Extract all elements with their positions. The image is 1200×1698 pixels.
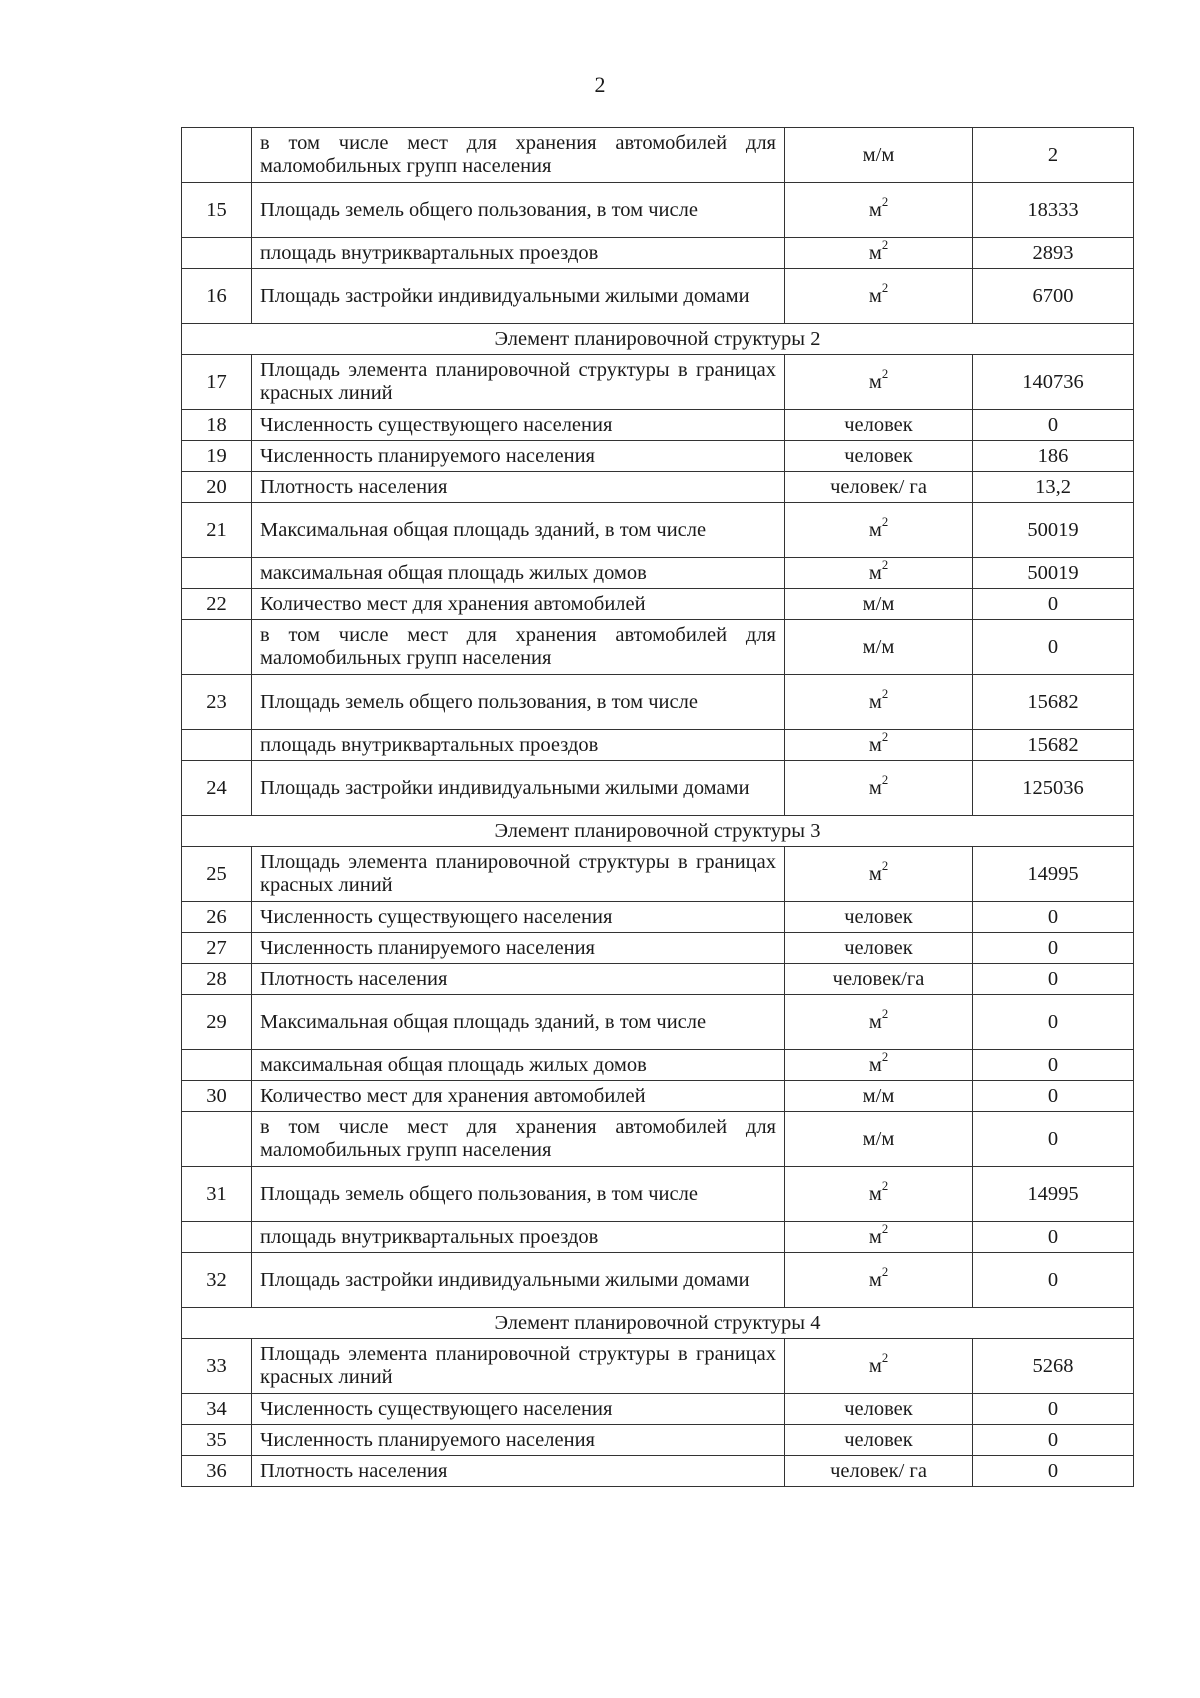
indicator-name: максимальная общая площадь жилых домов [252, 1050, 785, 1081]
indicator-value: 2 [973, 128, 1134, 183]
unit-cell [785, 1425, 973, 1456]
indicator-value: 6700 [973, 269, 1134, 324]
unit-superscript: 2 [881, 687, 889, 702]
unit-text: человек [844, 444, 913, 467]
unit-superscript: 2 [881, 859, 889, 874]
row-number: 22 [182, 589, 252, 620]
indicator-value: 0 [973, 1081, 1134, 1112]
unit-text: человек [844, 905, 913, 928]
unit-text: человек [844, 1397, 913, 1420]
table-row [182, 620, 1134, 675]
table-row [182, 1253, 1134, 1308]
unit-text: м/м [862, 635, 895, 658]
unit-superscript: 2 [881, 1007, 889, 1022]
indicator-value: 0 [973, 933, 1134, 964]
indicator-name: Плотность населения [252, 1456, 785, 1487]
indicator-name: Площадь элемента планировочной структуры в границах красных линий [252, 1339, 785, 1394]
row-number: 17 [182, 355, 252, 410]
indicator-value: 14995 [973, 847, 1134, 902]
unit-text: м [868, 1225, 882, 1248]
unit-cell [785, 472, 973, 503]
indicator-name: Численность планируемого населения [252, 1425, 785, 1456]
indicator-value: 0 [973, 964, 1134, 995]
unit-superscript: 2 [881, 558, 889, 573]
indicator-name: Численность существующего населения [252, 410, 785, 441]
row-number: 36 [182, 1456, 252, 1487]
row-number [182, 620, 252, 675]
table-row [182, 675, 1134, 730]
indicator-name: Площадь элемента планировочной структуры в границах красных линий [252, 847, 785, 902]
row-number: 20 [182, 472, 252, 503]
indicator-value: 0 [973, 1425, 1134, 1456]
table-row [182, 1425, 1134, 1456]
table-row [182, 1456, 1134, 1487]
table-row [182, 1339, 1134, 1394]
indicator-name: площадь внутриквартальных проездов [252, 1222, 785, 1253]
table-row [182, 847, 1134, 902]
unit-superscript: 2 [881, 367, 889, 382]
page-number: 2 [594, 72, 606, 97]
indicator-name: площадь внутриквартальных проездов [252, 238, 785, 269]
indicator-value: 186 [973, 441, 1134, 472]
row-number [182, 238, 252, 269]
unit-cell [785, 269, 973, 324]
unit-superscript: 2 [881, 1222, 889, 1237]
row-number [182, 558, 252, 589]
indicator-value: 50019 [973, 503, 1134, 558]
unit-cell [785, 355, 973, 410]
row-number: 24 [182, 761, 252, 816]
table-row [182, 964, 1134, 995]
indicator-value: 0 [973, 1253, 1134, 1308]
unit-superscript: 2 [881, 730, 889, 745]
unit-text: м [868, 1010, 882, 1033]
unit-text: м [868, 561, 882, 584]
indicator-name: максимальная общая площадь жилых домов [252, 558, 785, 589]
table-row [182, 902, 1134, 933]
table-row [182, 410, 1134, 441]
indicator-name: Максимальная общая площадь зданий, в том числе [252, 503, 785, 558]
indicator-name: Площадь застройки индивидуальными жилыми домами [252, 269, 785, 324]
unit-text: м [868, 733, 882, 756]
unit-cell [785, 1081, 973, 1112]
row-number: 15 [182, 183, 252, 238]
indicator-name: в том числе мест для хранения автомобилей для маломобильных групп населения [252, 128, 785, 183]
row-number [182, 730, 252, 761]
unit-text: человек/ га [830, 475, 927, 498]
section-title: Элемент планировочной структуры 3 [182, 816, 1134, 847]
unit-text: человек/га [832, 967, 925, 990]
table-row [182, 1050, 1134, 1081]
section-header-row [182, 816, 1134, 847]
section-header-row [182, 1308, 1134, 1339]
unit-cell [785, 933, 973, 964]
row-number: 33 [182, 1339, 252, 1394]
table-row [182, 1394, 1134, 1425]
indicator-name: Численность планируемого населения [252, 441, 785, 472]
unit-superscript: 2 [881, 515, 889, 530]
indicator-value: 0 [973, 995, 1134, 1050]
indicator-value: 0 [973, 1222, 1134, 1253]
indicator-value: 0 [973, 1112, 1134, 1167]
indicator-name: Площадь застройки индивидуальными жилыми домами [252, 1253, 785, 1308]
unit-cell [785, 410, 973, 441]
indicator-value: 18333 [973, 183, 1134, 238]
indicator-value: 5268 [973, 1339, 1134, 1394]
indicator-value: 0 [973, 620, 1134, 675]
row-number [182, 1112, 252, 1167]
unit-superscript: 2 [881, 1179, 889, 1194]
indicator-name: Максимальная общая площадь зданий, в том числе [252, 995, 785, 1050]
unit-text: м [868, 862, 882, 885]
indicator-name: в том числе мест для хранения автомобилей для маломобильных групп населения [252, 1112, 785, 1167]
unit-superscript: 2 [881, 773, 889, 788]
unit-text: человек [844, 413, 913, 436]
unit-text: м [868, 370, 882, 393]
table-row [182, 730, 1134, 761]
row-number: 29 [182, 995, 252, 1050]
unit-text: м [868, 518, 882, 541]
indicator-name: Площадь земель общего пользования, в том числе [252, 675, 785, 730]
indicator-value: 50019 [973, 558, 1134, 589]
indicator-value: 14995 [973, 1167, 1134, 1222]
indicator-name: Площадь элемента планировочной структуры в границах красных линий [252, 355, 785, 410]
row-number: 34 [182, 1394, 252, 1425]
indicator-name: Численность существующего населения [252, 1394, 785, 1425]
indicator-value: 0 [973, 410, 1134, 441]
indicator-value: 140736 [973, 355, 1134, 410]
indicator-value: 2893 [973, 238, 1134, 269]
unit-cell [785, 558, 973, 589]
row-number: 32 [182, 1253, 252, 1308]
indicator-value: 125036 [973, 761, 1134, 816]
row-number: 28 [182, 964, 252, 995]
indicator-value: 0 [973, 902, 1134, 933]
unit-text: м [868, 1053, 882, 1076]
indicator-value: 15682 [973, 675, 1134, 730]
unit-text: м [868, 776, 882, 799]
unit-cell [785, 995, 973, 1050]
indicator-name: площадь внутриквартальных проездов [252, 730, 785, 761]
unit-superscript: 2 [881, 281, 889, 296]
unit-text: м [868, 241, 882, 264]
unit-cell [785, 1456, 973, 1487]
row-number: 25 [182, 847, 252, 902]
indicators-table [181, 127, 1134, 1487]
table-row [182, 355, 1134, 410]
table-row [182, 238, 1134, 269]
unit-text: м [868, 1354, 882, 1377]
unit-superscript: 2 [881, 1351, 889, 1366]
table-row [182, 269, 1134, 324]
indicator-name: Численность планируемого населения [252, 933, 785, 964]
unit-superscript: 2 [881, 1265, 889, 1280]
unit-text: м [868, 198, 882, 221]
indicator-value: 0 [973, 1394, 1134, 1425]
table-row [182, 441, 1134, 472]
row-number [182, 1050, 252, 1081]
unit-text: м [868, 284, 882, 307]
unit-text: м/м [862, 143, 895, 166]
table-row [182, 761, 1134, 816]
unit-cell [785, 761, 973, 816]
section-title: Элемент планировочной структуры 4 [182, 1308, 1134, 1339]
indicator-name: Площадь земель общего пользования, в том числе [252, 1167, 785, 1222]
row-number: 21 [182, 503, 252, 558]
table-row [182, 503, 1134, 558]
unit-cell [785, 620, 973, 675]
unit-cell [785, 238, 973, 269]
indicator-name: Численность существующего населения [252, 902, 785, 933]
row-number: 16 [182, 269, 252, 324]
indicator-name: Количество мест для хранения автомобилей [252, 589, 785, 620]
table-row [182, 128, 1134, 183]
table-row [182, 589, 1134, 620]
unit-cell [785, 1050, 973, 1081]
unit-cell [785, 730, 973, 761]
table-row [182, 183, 1134, 238]
unit-cell [785, 1112, 973, 1167]
unit-cell [785, 1167, 973, 1222]
unit-superscript: 2 [881, 195, 889, 210]
indicator-name: Плотность населения [252, 964, 785, 995]
unit-cell [785, 1339, 973, 1394]
indicator-value: 15682 [973, 730, 1134, 761]
table-row [182, 1112, 1134, 1167]
section-header-row [182, 324, 1134, 355]
table-row [182, 558, 1134, 589]
unit-text: м [868, 690, 882, 713]
indicator-value: 0 [973, 589, 1134, 620]
unit-superscript: 2 [881, 238, 889, 253]
row-number: 27 [182, 933, 252, 964]
indicator-name: Площадь земель общего пользования, в том числе [252, 183, 785, 238]
table-row [182, 933, 1134, 964]
row-number: 35 [182, 1425, 252, 1456]
indicator-name: в том числе мест для хранения автомобилей для маломобильных групп населения [252, 620, 785, 675]
indicator-name: Плотность населения [252, 472, 785, 503]
unit-text: человек/ га [830, 1459, 927, 1482]
unit-text: м/м [862, 1084, 895, 1107]
unit-cell [785, 1394, 973, 1425]
indicator-value: 0 [973, 1050, 1134, 1081]
section-title: Элемент планировочной структуры 2 [182, 324, 1134, 355]
unit-cell [785, 589, 973, 620]
unit-text: м [868, 1182, 882, 1205]
table-row [182, 1222, 1134, 1253]
unit-text: м/м [862, 592, 895, 615]
row-number: 26 [182, 902, 252, 933]
indicator-name: Площадь застройки индивидуальными жилыми домами [252, 761, 785, 816]
indicators-table-body [182, 128, 1134, 1487]
unit-cell [785, 675, 973, 730]
unit-text: человек [844, 936, 913, 959]
unit-text: человек [844, 1428, 913, 1451]
unit-text: м [868, 1268, 882, 1291]
row-number: 31 [182, 1167, 252, 1222]
unit-cell [785, 1222, 973, 1253]
table-row [182, 472, 1134, 503]
unit-cell [785, 441, 973, 472]
unit-cell [785, 964, 973, 995]
table-row [182, 1081, 1134, 1112]
row-number: 18 [182, 410, 252, 441]
row-number [182, 128, 252, 183]
unit-cell [785, 847, 973, 902]
indicator-value: 0 [973, 1456, 1134, 1487]
unit-cell [785, 128, 973, 183]
unit-cell [785, 1253, 973, 1308]
indicator-value: 13,2 [973, 472, 1134, 503]
row-number: 23 [182, 675, 252, 730]
unit-superscript: 2 [881, 1050, 889, 1065]
table-row [182, 1167, 1134, 1222]
unit-cell [785, 503, 973, 558]
table-row [182, 995, 1134, 1050]
row-number [182, 1222, 252, 1253]
unit-cell [785, 183, 973, 238]
indicator-name: Количество мест для хранения автомобилей [252, 1081, 785, 1112]
row-number: 19 [182, 441, 252, 472]
unit-text: м/м [862, 1127, 895, 1150]
row-number: 30 [182, 1081, 252, 1112]
unit-cell [785, 902, 973, 933]
